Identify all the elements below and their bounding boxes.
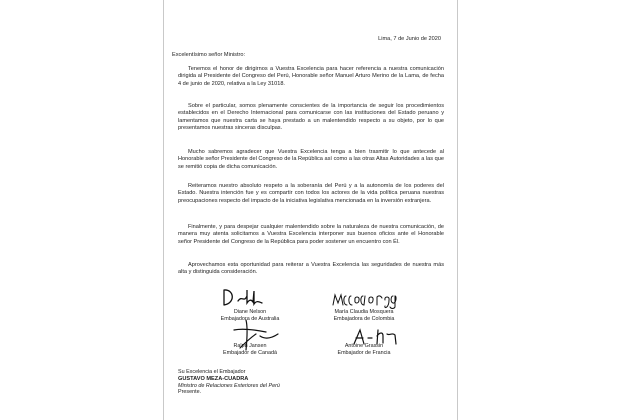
paragraph-4: Reiteramos nuestro absoluto respeto a la soberanía del Perú y a la autonomía de los poderes del Estado. Nuestra intención fue y es compartir con todos los actores de la vida política peruana nuestras preocupaciones respecto del impacto de la iniciativa legislativa mencionada en la inversión extranjera. <box>178 183 444 204</box>
left-margin <box>0 0 163 420</box>
addressee-role: Ministro de Relaciones Exteriores del Perú <box>178 382 280 389</box>
signatory-title: Embajador de Francia <box>337 349 391 356</box>
signatory-title: Embajadora de Australia <box>220 315 280 322</box>
signatory-australia <box>200 309 300 323</box>
signatory-name: María Claudia Mosquera <box>334 309 394 315</box>
addressee-line: Su Excelencia el Embajador <box>178 369 246 375</box>
letter-page <box>164 0 457 420</box>
addressee-name: GUSTAVO MEZA-CUADRA <box>178 375 249 382</box>
signatory-canada <box>200 343 300 357</box>
paragraph-2: Sobre el particular, somos plenamente conscientes de la importancia de seguir los procedimientos establecidos en el Derecho Internacional para comunicarse con las instituciones del Estado peruano y lamentamos que nuestra carta se haya prestado a un malentendido respecto a su objeto, por lo que presentamos nuestras sinceras disculpas. <box>178 103 444 131</box>
addressee-block <box>178 369 280 396</box>
signatory-title: Embajador de Canadá <box>223 349 277 356</box>
paragraph-1: Tenemos el honor de dirigirnos a Vuestra Excelencia para hacer referencia a nuestra comunicación dirigida al Presidente del Congreso del Perú, Honorable señor Manuel Arturo Merino de la Lama, de fecha 4 de junio de 2020, relativa a la Ley 31018. <box>178 66 444 87</box>
right-margin <box>457 0 620 420</box>
signatory-france <box>314 343 414 357</box>
salutation: Excelentísimo señor Ministro: <box>172 52 246 58</box>
paragraph-3: Mucho sabremos agradecer que Vuestra Excelencia tenga a bien trasmitir lo que antecede al Honorable señor Presidente del Congreso de la República así como a las otras Altas Autoridades a las que se remitió copia de dicha comunicación. <box>178 149 444 170</box>
signatory-title: Embajadora de Colombia <box>333 315 395 322</box>
signatory-colombia <box>314 309 414 323</box>
paragraph-6: Aprovechamos esta oportunidad para reiterar a Vuestra Excelencia las seguridades de nuestra más alta y distinguida consideración. <box>178 262 444 276</box>
place-date: Lima, 7 de Junio de 2020 <box>378 36 441 42</box>
signature-australia <box>220 287 266 309</box>
signatory-name: Ralph Jansen <box>233 343 267 349</box>
page-edge-right <box>457 0 458 420</box>
signatory-name: Antoine Grassin <box>344 343 384 349</box>
signature-colombia <box>330 290 404 310</box>
paragraph-5: Finalmente, y para despejar cualquier malentendido sobre la naturaleza de nuestra comunicación, de manera muy atenta solicitamos a Vuestra Excelencia interponer sus buenos oficios ante el Honorable señor Presidente del Congreso de la República para poder sostener un encuentro con Él. <box>178 224 444 245</box>
addressee-city: Presente. <box>178 389 202 396</box>
signatory-name: Diane Nelson <box>233 309 267 315</box>
